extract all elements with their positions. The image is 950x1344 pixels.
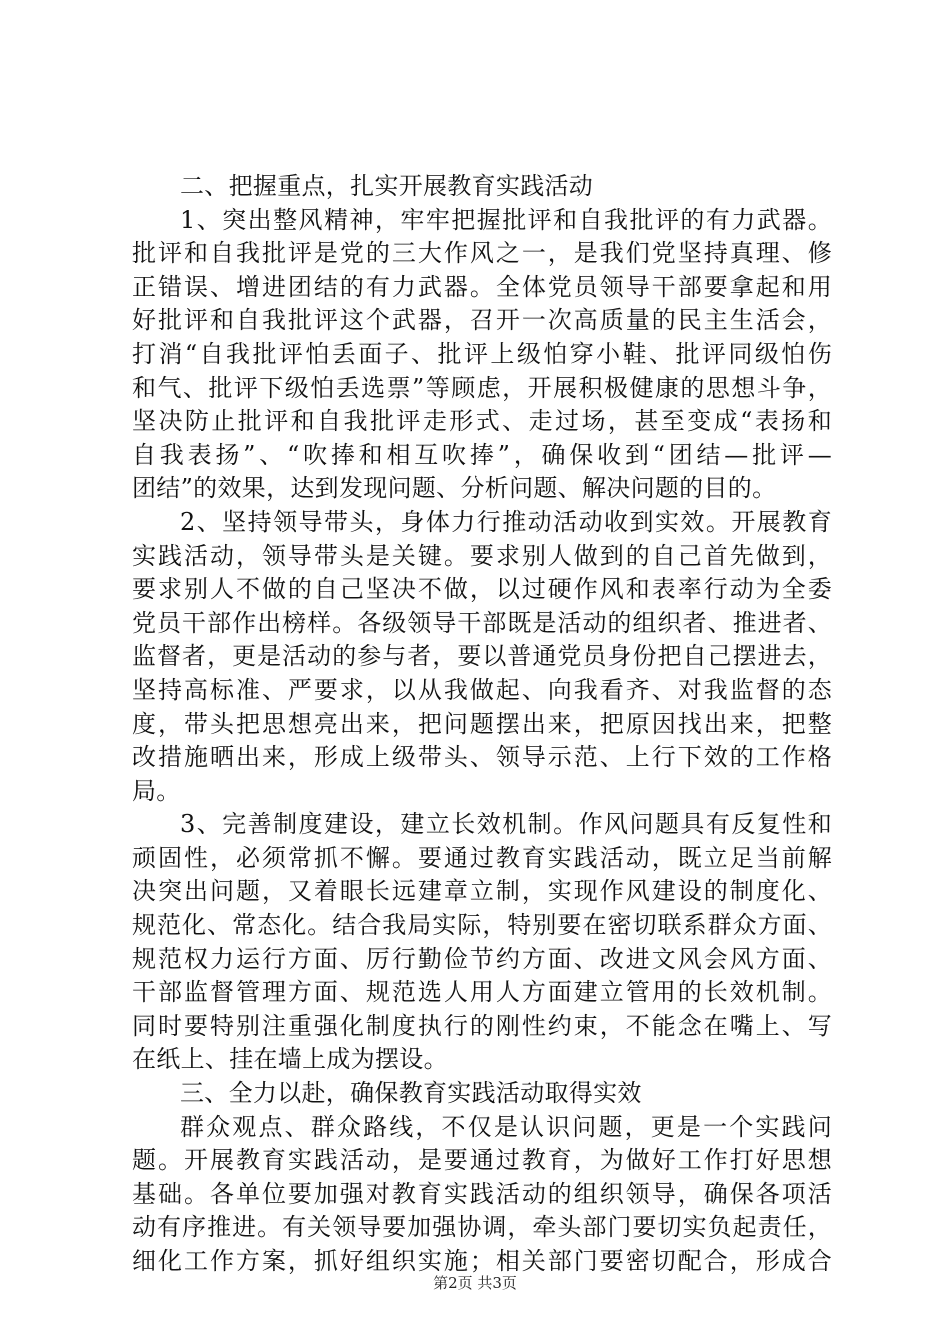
paragraph-line: 3、完善制度建设，建立长效机制。作风问题具有反复性和 bbox=[180, 810, 832, 839]
paragraph-line: 题。开展教育实践活动，是要通过教育，为做好工作打好思想 bbox=[132, 1146, 832, 1175]
section-heading-2: 二、把握重点，扎实开展教育实践活动 bbox=[180, 172, 594, 200]
paragraph-line: 好批评和自我批评这个武器，召开一次高质量的民主生活会， bbox=[132, 306, 832, 335]
paragraph-line: 自我表扬”、“吹捧和相互吹捧”，确保收到“团结—批评— bbox=[132, 440, 832, 469]
paragraph-line: 党员干部作出榜样。各级领导干部既是活动的组织者、推进者、 bbox=[132, 608, 832, 637]
paragraph-line: 批评和自我批评是党的三大作风之一，是我们党坚持真理、修 bbox=[132, 239, 832, 268]
paragraph-line: 1、突出整风精神，牢牢把握批评和自我批评的有力武器。 bbox=[180, 205, 832, 234]
paragraph-line: 规范权力运行方面、厉行勤俭节约方面、改进文风会风方面、 bbox=[132, 944, 832, 973]
paragraph-line: 2、坚持领导带头，身体力行推动活动收到实效。开展教育 bbox=[180, 507, 832, 536]
paragraph-line: 局。 bbox=[132, 776, 181, 805]
page-number-footer: 第2页 共3页 bbox=[433, 1274, 517, 1292]
paragraph-line: 坚决防止批评和自我批评走形式、走过场，甚至变成“表扬和 bbox=[132, 407, 832, 436]
paragraph-line: 实践活动，领导带头是关键。要求别人做到的自己首先做到， bbox=[132, 541, 832, 570]
paragraph-line: 规范化、常态化。结合我局实际，特别要在密切联系群众方面、 bbox=[132, 911, 832, 940]
paragraph-line: 团结”的效果，达到发现问题、分析问题、解决问题的目的。 bbox=[132, 474, 777, 503]
paragraph-line: 和气、批评下级怕丢选票”等顾虑，开展积极健康的思想斗争， bbox=[132, 373, 832, 402]
paragraph-line: 监督者，更是活动的参与者，要以普通党员身份把自己摆进去， bbox=[132, 642, 832, 671]
paragraph-line: 度，带头把思想亮出来，把问题摆出来，把原因找出来，把整 bbox=[132, 709, 832, 738]
paragraph-line: 动有序推进。有关领导要加强协调，牵头部门要切实负起责任， bbox=[132, 1213, 832, 1242]
paragraph-line: 在纸上、挂在墙上成为摆设。 bbox=[132, 1045, 448, 1074]
paragraph-line: 基础。各单位要加强对教育实践活动的组织领导，确保各项活 bbox=[132, 1179, 832, 1208]
paragraph-line: 群众观点、群众路线，不仅是认识问题，更是一个实践问 bbox=[180, 1112, 832, 1141]
section-heading-3: 三、全力以赴，确保教育实践活动取得实效 bbox=[180, 1079, 642, 1108]
paragraph-line: 细化工作方案，抓好组织实施；相关部门要密切配合，形成合 bbox=[132, 1247, 832, 1275]
paragraph-line: 干部监督管理方面、规范选人用人方面建立管用的长效机制。 bbox=[132, 978, 832, 1007]
paragraph-line: 坚持高标准、严要求，以从我做起、向我看齐、对我监督的态 bbox=[132, 675, 832, 704]
document-body bbox=[132, 170, 832, 1279]
paragraph-line: 决突出问题，又着眼长远建章立制，实现作风建设的制度化、 bbox=[132, 877, 832, 906]
paragraph-line: 正错误、增进团结的有力武器。全体党员领导干部要拿起和用 bbox=[132, 272, 832, 301]
paragraph-line: 顽固性，必须常抓不懈。要通过教育实践活动，既立足当前解 bbox=[132, 843, 832, 872]
paragraph-line: 要求别人不做的自己坚决不做，以过硬作风和表率行动为全委 bbox=[132, 575, 832, 604]
paragraph-line: 打消“自我批评怕丢面子、批评上级怕穿小鞋、批评同级怕伤 bbox=[132, 339, 832, 368]
paragraph-line: 同时要特别注重强化制度执行的刚性约束，不能念在嘴上、写 bbox=[132, 1011, 832, 1040]
paragraph-line: 改措施晒出来，形成上级带头、领导示范、上行下效的工作格 bbox=[132, 743, 832, 772]
